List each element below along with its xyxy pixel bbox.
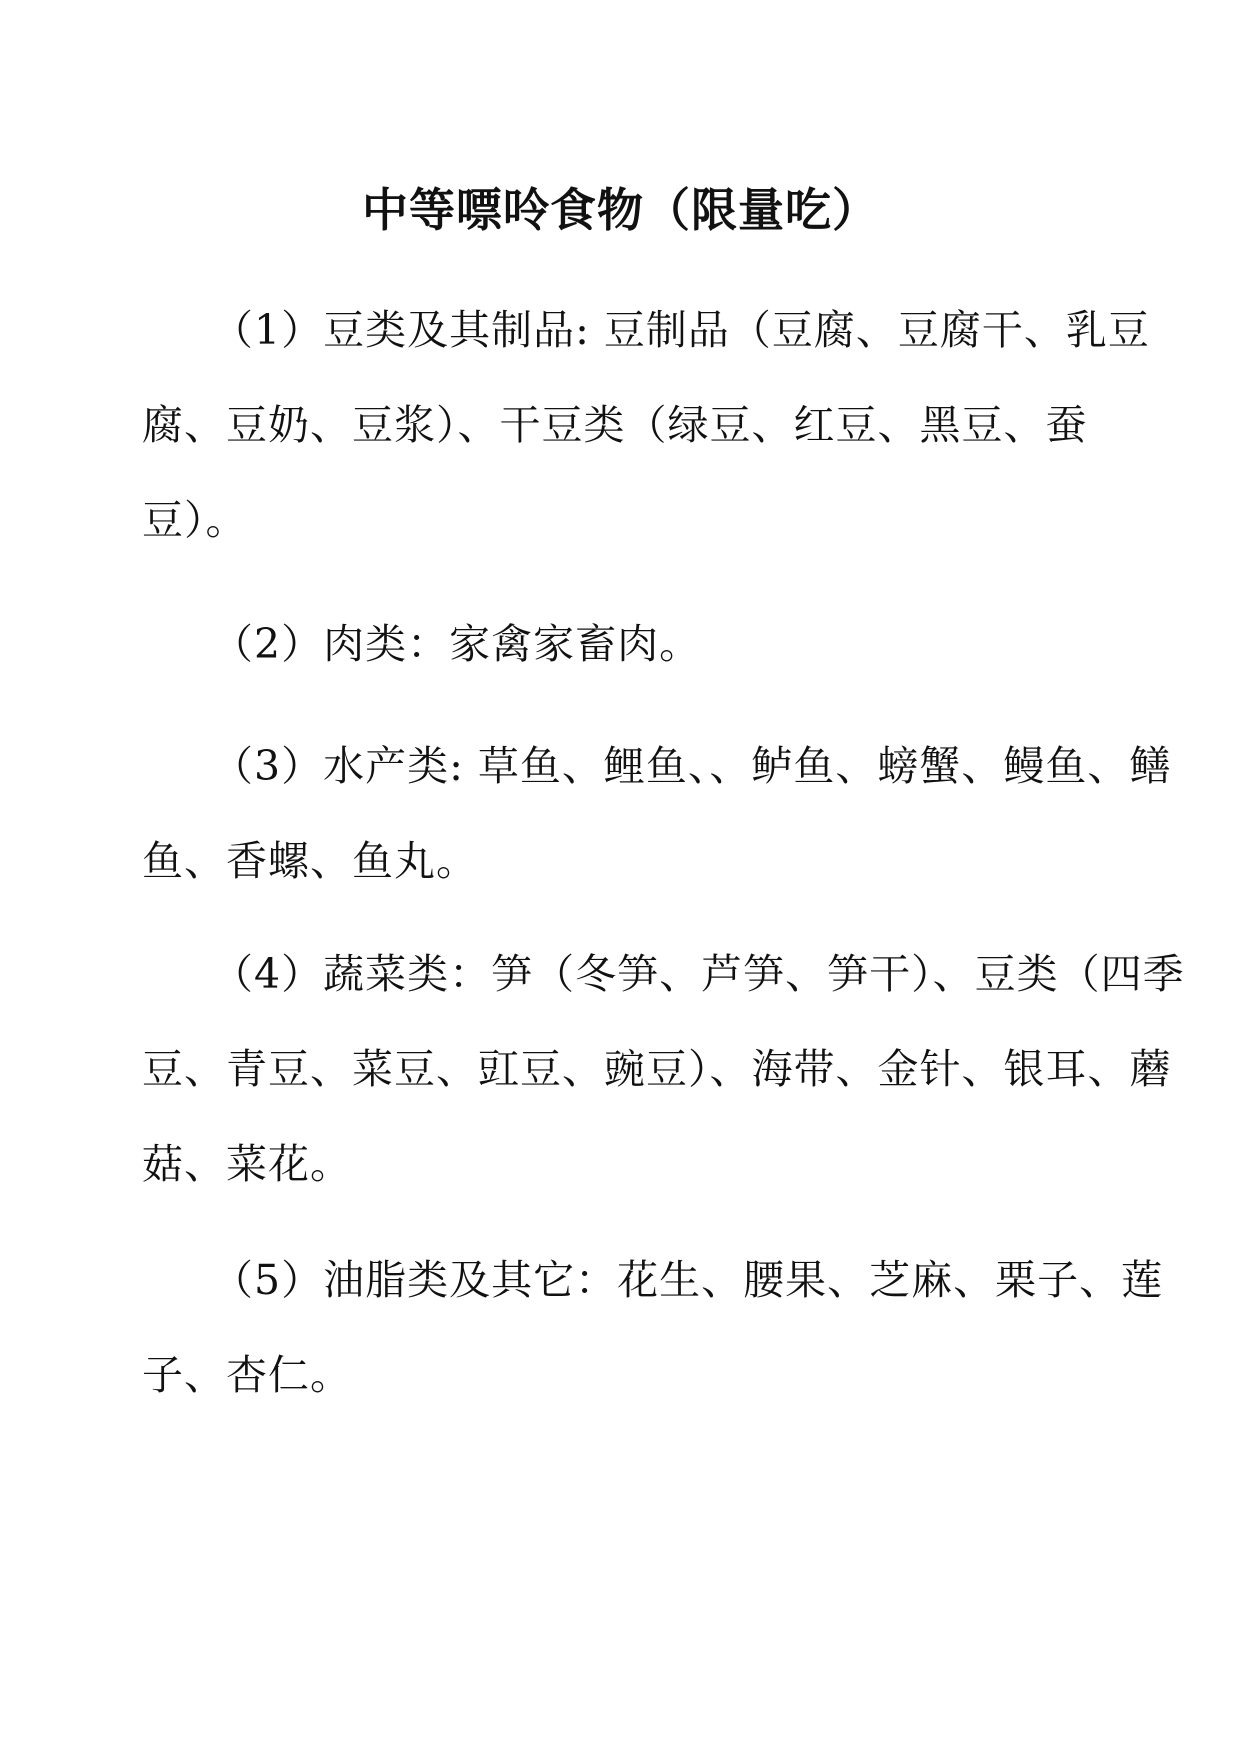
page-title: 中等嘌呤食物（限量吃）	[362, 183, 879, 237]
paragraph-legumes: （1）豆类及其制品: 豆制品（豆腐、豆腐干、乳豆腐、豆奶、豆浆）、干豆类（绿豆、红豆、黑豆、蚕豆）。	[142, 306, 1150, 544]
paragraph-oils-others: （5）油脂类及其它：花生、腰果、芝麻、栗子、莲子、杏仁。	[142, 1256, 1164, 1399]
paragraph-seafood: （3）水产类: 草鱼、鲤鱼、、鲈鱼、螃蟹、鳗鱼、鳝鱼、香螺、鱼丸。	[142, 742, 1172, 885]
paragraph-meat: （2）肉类：家禽家畜肉。	[212, 620, 702, 668]
paragraph-vegetables: （4）蔬菜类：笋（冬笋、芦笋、笋干）、豆类（四季豆、青豆、菜豆、豇豆、豌豆）、海带、金针、银耳、蘑菇、菜花。	[142, 950, 1185, 1188]
